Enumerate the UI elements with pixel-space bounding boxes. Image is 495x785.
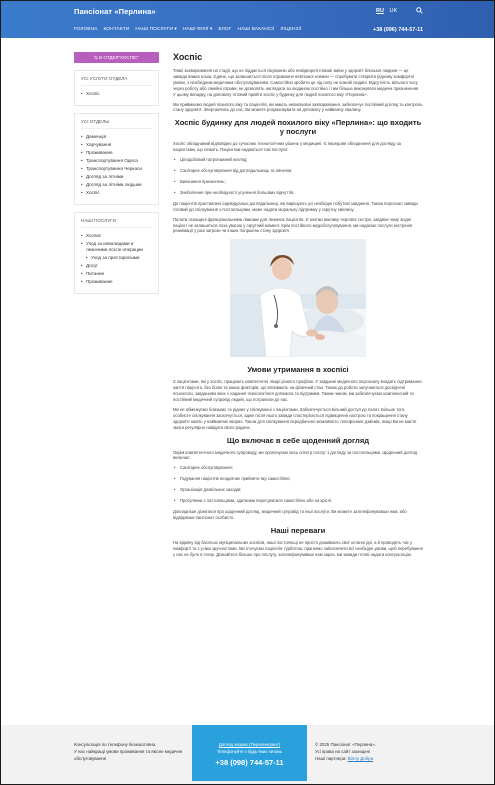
sidebar-item-elderly-ru[interactable]: • Уход за престарелыми (81, 255, 152, 261)
rights-text: Усі права на сайт захищені (315, 748, 371, 754)
list-item: • Виконання призначень; (173, 179, 423, 185)
department-button[interactable]: ⇆ В ОТДЕЛ"ХОСПІС" (74, 52, 159, 63)
footer-cta[interactable] (192, 725, 307, 781)
main-content (173, 52, 423, 562)
footer-line: У нас найкращі умови проживання та якісне медичне обслуговування (74, 748, 183, 761)
site-header (1, 1, 495, 38)
paragraph: Тяжкі захворювання на стадії, що не піддається лікуванню або невідворотні вікові зміни у здоров'ї близької людини — це завжди важка ноша. Єдине, що залишається після отримання невтішної новини — спробувати створити рідному комфортні умови, з необхідним медичним обслуговуванням. Самостійно зробити це під силу не кожній людині. Відсутність вільного часу через роботу або сімейні справи, не дозволять наглядати за людиною постійно і тим більше виконувати медичні призначення. У цьому випадку, на допомогу готовий прийти хоспіс у будинку для людей похилого віку «Перлина». (173, 68, 420, 97)
list-item: • Організація дозвільних заходів; (173, 487, 423, 493)
sidebar-item-elderly-care[interactable]: • Догляд за літніми (81, 174, 152, 180)
paragraph: Докладніше дізнатися про щоденний догляд, медичний супровід та інші послуги, Ви можете зателефонувавши нам, або відвідавши пансіонат особисто. (173, 509, 407, 520)
sidebar-item-transport-cherkasy[interactable]: • Транспортування Черкаси (81, 166, 152, 172)
nurse-with-patient-photo (230, 239, 366, 357)
services-list (173, 157, 423, 196)
footer-phone[interactable]: +38 (098) 744-57-11 (215, 758, 284, 767)
paragraph: З пацієнтами, які у хоспіс, працюють компетентні лікарі різного профілю. У завданні медичного персоналу входить підтримання життя пацієнта, без болю та інших факторів, що впливають на фізичний стан. Також до роботи залучаються досвідчені психологи, завданням яких є надання психологічної допомоги та підтримки. Таким чином, ми забезпечуємо комплексний та постійний медичний супровід людей, що потрапили до нас. (173, 379, 422, 403)
copyright-text: © 2025 Пансіонат «Перлина». (315, 742, 376, 747)
sidebar-item-hospis[interactable]: • Хоспис (81, 233, 152, 239)
main-nav (74, 27, 301, 32)
sidebar-item-disabled-care[interactable]: • Уход за инвалидами и лежачими после операции (81, 241, 152, 254)
nav-services[interactable]: НАШІ ПОСЛУГИ ▾ (135, 27, 177, 32)
partners-line (315, 756, 435, 763)
paragraph: На відміну від багатьох муніципальних хоспісів, наші постояльці не просто доживають свої останні дні, а й проводять час у комфорті та з усіма зручностями. Ми оточуємо пацієнтів турботою, прагнемо забезпечити всі необхідні умови, щоб перебування у нас не було в тягар. Дізнайтеся більше про послугу, зателефонувавши нам зараз, ми завжди готові надати консультацію. (173, 539, 423, 557)
list-item: • Знеболення при необхідності усунення больових відчуттів. (173, 190, 423, 196)
partners-label: Наші партнери: (315, 755, 347, 761)
list-item: • Санітарне обслуговування від доглядальниць та нянечок; (173, 168, 423, 174)
sidebar (74, 52, 159, 294)
lang-ru[interactable]: RU (376, 8, 384, 14)
sidebar-item-food[interactable]: • Питание (81, 271, 152, 277)
section-heading-services: Хоспіс будинку для людей похилого віку «Перлина»: що входить у послуги (174, 118, 422, 137)
sidebar-item-transport-odesa[interactable]: • Транспортування Одеса (81, 158, 152, 164)
list-item: • Цілодобовий патронажний нагляд; (173, 157, 423, 163)
sidebar-item-leisure[interactable]: • Досуг (81, 263, 152, 269)
widget-title: УСІ УСЛУГИ ОТДЕЛА (81, 76, 152, 86)
site-footer (1, 725, 495, 785)
sidebar-item-living[interactable]: • Проживание (81, 279, 152, 285)
sidebar-item-hospice[interactable]: • Хоспіс (81, 190, 152, 196)
paragraph: Хоспіс обладнаний відповідно до сучасних технологічних рішень у медицині. Є передове обладнання для догляду за пацієнтами, що лежать. Пацієнтам надаються такі послуги: (173, 141, 402, 153)
widget-department-services (74, 70, 159, 106)
list-item: • Прогулянки з постояльцями, здатними пересуватися самостійно або на кріслі. (173, 498, 423, 504)
lang-uk[interactable]: UK (389, 8, 398, 14)
nav-vacancies[interactable]: НАШІ ВАКАНСІЇ (237, 27, 275, 32)
site-brand[interactable]: Пансіонат «Перлина» (74, 7, 156, 16)
footer-info (74, 742, 184, 762)
section-heading-advantages: Наші переваги (270, 525, 326, 535)
paragraph: Ми приймаємо людей похилого віку та пацієнтів, які мають невиліковні захворювання, забезпечує постійний догляд та контроль стану здоров'я. Звертаючись до нас, Ви можете розраховувати на допомогу у найважчу хвилину. (173, 101, 423, 113)
footer-copyright (315, 742, 435, 762)
nav-home[interactable]: ГОЛОВНА (74, 27, 98, 32)
search-icon[interactable] (416, 7, 423, 14)
paragraph: Палати оснащені функціональними ліжками для лежачих пацієнтів. Є кнопки виклику чергової сестри, завдяки чому жодні пацієнт не залишиться поза увагою у скрутний момент. Крім постійного медобслуговування, ми надаємо послуги екстреної реанімації у разі загрози чи інших погіршень стану здоров'я. (173, 216, 413, 234)
partner-link[interactable]: Віллу Добра (347, 755, 374, 761)
list-item: • Годування пацієнтів неодатних прийняти їжу самостійно; (173, 476, 423, 482)
section-heading-conditions: Умови утримання в хоспісі (247, 365, 349, 375)
sidebar-item-elderly-people-care[interactable]: • Догляд за літніми людьми (81, 182, 152, 188)
footer-cta-subtitle: Телефонуйте з будь-яких питань (216, 749, 283, 754)
header-phone[interactable]: +38 (096) 744-57-11 (373, 27, 423, 33)
page-title: Хоспіс (173, 52, 203, 62)
paragraph: До пацієнтів приставлені індивідуальні доглядальниці, які вирішують усі необхідні побутові завдання. Також персонал завжди готовий до спілкування з постояльцями, може надати моральну підтримку у скрутну хвилину. (173, 200, 418, 212)
footer-cta-title[interactable]: Догляд хворих (Перелингрант) (218, 742, 281, 747)
list-item: • Санітарне обслуговування; (173, 465, 423, 471)
nav-branches[interactable]: НАШІ ФІЛІЇ ▾ (182, 27, 213, 32)
widget-all-departments (74, 113, 159, 205)
footer-line: Консультація по телефону безкоштовна (74, 742, 156, 747)
sidebar-item-accommodation[interactable]: • Проживання (81, 150, 152, 156)
daily-care-list (173, 465, 423, 504)
nav-licenses[interactable]: ЛІЦЕНЗІЇ (280, 27, 302, 32)
section-heading-daily-care: Що включає в себе щоденний догляд (226, 435, 370, 445)
paragraph: Ми не обмежуємо близьких та рідних у спілкуванні з пацієнтами. Забезпечується вільний доступ до палат. Більше того, особисте спілкування заохочується, адже після нього завжди спостерігається підвищення настрою та покращення стану здоров'я навіть у найважчих хворих. Також для спілкування передбачено можливість телефонних дзвінків, якщо Ви не маєте змоги регулярно навідати свого родича. (173, 406, 417, 430)
sidebar-item-nutrition[interactable]: • Харчування (81, 142, 152, 148)
language-switcher (376, 8, 401, 14)
sidebar-item-dementia[interactable]: • Деменція (81, 134, 152, 140)
widget-our-services (74, 212, 159, 294)
widget-title: УСІ ОТДЕЛЫ (81, 119, 152, 129)
sidebar-item-hospice[interactable]: • Хоспіс (81, 91, 152, 97)
nav-contacts[interactable]: КОНТАКТИ (103, 27, 130, 32)
paragraph: Окрім компетентного медичного супроводу, ми пропонуємо весь спектр послуг з догляду за постояльцями. Щоденний догляд включає: (173, 449, 418, 461)
nav-blog[interactable]: БЛОГ (218, 27, 232, 32)
widget-title: НАШІ ПОСЛУГИ (81, 218, 152, 228)
